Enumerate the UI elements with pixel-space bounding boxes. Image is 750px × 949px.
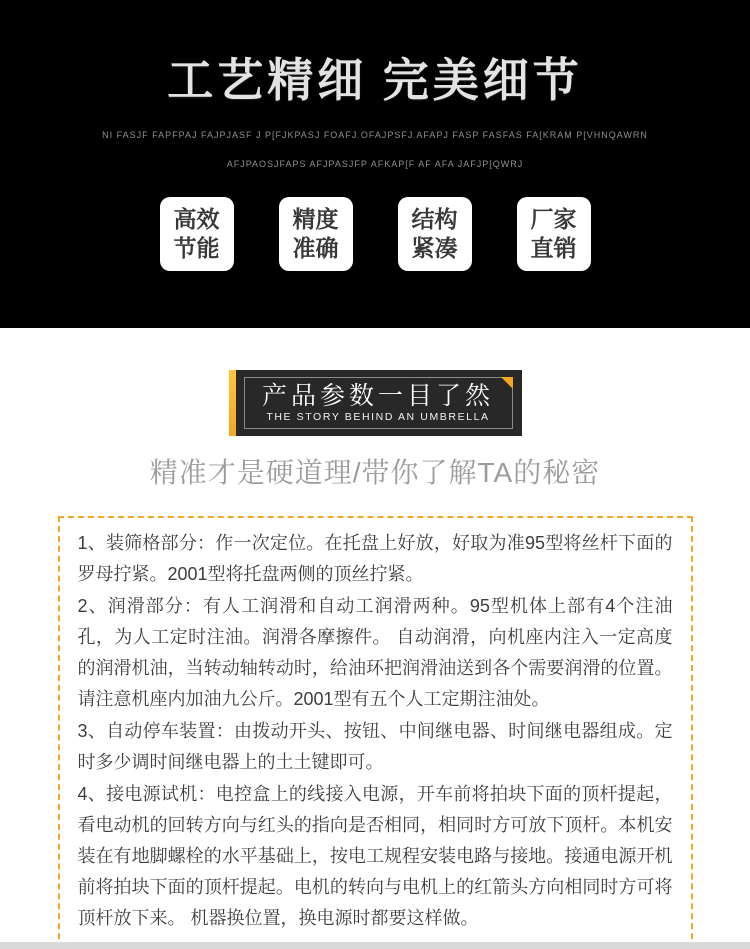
- banner-frame: [244, 377, 513, 429]
- feature-label: 节能: [173, 235, 220, 261]
- instruction-paragraph-2: 2、润滑部分：有人工润滑和自动工润滑两种。95型机体上部有4个注油孔，为人工定时注油。润滑各摩擦件。 自动润滑，向机座内注入一定高度的润滑机油，当转动轴转动时，给油环把润滑油送到各个需要润滑的位置。请注意机座内加油九公斤。2001型有五个人工定期注油处。: [77, 596, 673, 709]
- feature-label: 高效: [173, 206, 220, 232]
- banner-accent-bar: [229, 370, 236, 436]
- feature-label: 厂家: [530, 206, 577, 232]
- instruction-paragraph-1: 1、装筛格部分：作一次定位。在托盘上好放，好取为准95型将丝杆下面的罗母拧紧。2001型将托盘两侧的顶丝拧紧。: [77, 533, 673, 584]
- banner-subtitle-en: THE STORY BEHIND AN UMBRELLA: [266, 411, 490, 423]
- feature-label: 准确: [292, 235, 339, 261]
- intro-subtitle: 精准才是硬道理/带你了解TA的秘密: [149, 457, 601, 488]
- feature-card-factory-direct: [517, 197, 591, 271]
- feature-card-structure: [398, 197, 472, 271]
- feature-card-row: [0, 197, 750, 271]
- instruction-paragraph-4: 4、接电源试机：电控盒上的线接入电源，开车前将拍块下面的顶杆提起，看电动机的回转方向与红头的指向是否相同，相同时方可放下顶杆。本机安装在有地脚螺栓的水平基础上，按电工规程安装电路与接地。接通电源开机前将拍块下面的顶杆提起。电机的转向与电机上的红箭头方向相同时方可将顶杆放下来。 机器换位置，换电源时都要这样做。: [77, 784, 673, 928]
- params-banner: [229, 370, 522, 436]
- feature-card-efficiency: [160, 197, 234, 271]
- hero-section: [0, 0, 750, 328]
- hero-caption-line2: AFJPAOSJFAPS AFJPASJFP AFKAP[F AF AFA JAFJP[QWRJ: [226, 159, 524, 169]
- feature-label: 紧凑: [411, 235, 458, 261]
- hero-caption-line1: NI FASJF FAPFPAJ FAJPJASF J P[FJKPASJ FOAFJ OFAJPSFJ AFAPJ FASP FASFAS FA[KRAM P[VHNQAWRN: [102, 130, 648, 140]
- feature-label: 精度: [292, 206, 339, 232]
- instruction-paragraph-3: 3、自动停车装置：由拨动开头、按钮、中间继电器、时间继电器组成。定时多少调时间继电器上的土土键即可。: [77, 721, 673, 772]
- bottom-divider: [0, 942, 750, 949]
- hero-title: 工艺精细 完美细节: [167, 55, 583, 106]
- feature-label: 结构: [411, 206, 458, 232]
- feature-label: 直销: [530, 235, 577, 261]
- instructions-panel: [58, 516, 693, 949]
- banner-title: 产品参数一目了然: [261, 382, 494, 410]
- banner-corner-triangle-icon: [501, 377, 513, 389]
- feature-card-precision: [279, 197, 353, 271]
